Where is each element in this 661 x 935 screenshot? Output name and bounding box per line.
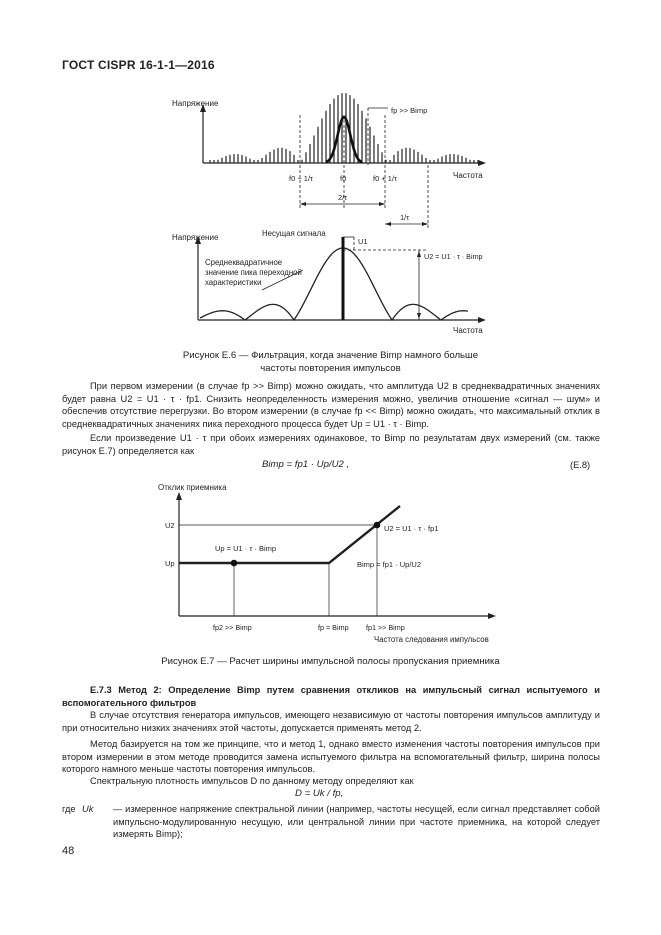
fig6-bottom-response: [172, 229, 486, 335]
document-code-header: ГОСТ CISPR 16-1-1—2016: [62, 58, 215, 72]
carrier-label: Несущая сигнала: [262, 229, 326, 238]
point-fp2: [231, 560, 238, 567]
fig7-up: Up: [165, 559, 175, 568]
paragraph-4: Метод базируется на том же принципе, что и метод 1, однако вместо изменения частоты повторения импульсов при втором измерении в этом методе проводится замена испытуемого фильтра на вспомогательный фильтр, ширина полосы которого намного меньше частоты повторения импульсов.: [62, 739, 600, 775]
where-definition: — измеренное напряжение спектральной линии (например, частоты несущей, если сигнал представляет собой импульсно-модулированную несущую, или центральной линии при частоте приемника, на которой следует измерять Bimp);: [113, 804, 600, 840]
rms-label-1: Среднеквадратичное: [205, 258, 283, 267]
fp-note: fp >> Bimp: [391, 106, 428, 115]
fig7-bimp-formula: Bimp = fp1 · Up/U2: [357, 560, 421, 569]
rms-label-3: характеристики: [205, 278, 262, 287]
page-number: 48: [62, 845, 75, 857]
tick-f0: f0: [340, 174, 347, 183]
equation-d: D = Uk / fp,: [295, 788, 344, 799]
paragraph-1: При первом измерении (в случае fp >> Bimp) можно ожидать, что амплитуда U2 в среднеквадратичных значениях будет равна U2 = U1 · τ · fp1. Снизить неопределенность измерения можно, увеличив отношение «сигнал — шум» и обеспечив отсутствие перегрузки. Во втором измерении (в случае fp << Bimp) можно ожидать, что максимальный отклик в среднеквадратичных значениях пика переходного процесса будет Up = U1 · τ · Bimp.: [62, 381, 600, 429]
dim-1-tau: 1/τ: [400, 213, 410, 222]
fig6-bottom-xlabel: Частота: [453, 326, 483, 335]
where-symbol: Uk: [82, 804, 94, 814]
fig7-u2-formula: U2 = U1 · τ · fp1: [384, 524, 439, 533]
fig7-x-fp1: fp1 >> Bimp: [366, 623, 405, 632]
fig7-chart: [158, 483, 496, 644]
fig7-ylabel: Отклик приемника: [158, 483, 227, 492]
paragraph-3: В случае отсутствия генератора импульсов, имеющего независимую от частоты повторения импульсов амплитуду и при относительно низких значениях этой частоты, допускается применять метод 2.: [62, 710, 600, 733]
dim-2-tau: 2/τ: [338, 193, 348, 202]
arrow-right-icon: [478, 317, 486, 323]
arrow-right-icon: [478, 160, 486, 166]
fig6-top-spectrum: [172, 93, 486, 228]
tick-f0-plus: f0 + 1/τ: [373, 174, 398, 183]
u1-label: U1: [358, 237, 368, 246]
fig6-top-ylabel: Напряжение: [172, 99, 219, 108]
where-label: где: [62, 804, 76, 814]
fig6-bottom-ylabel: Напряжение: [172, 233, 219, 242]
equation-e8-number: (Е.8): [570, 460, 591, 470]
rms-label-2: значение пика переходной: [205, 268, 302, 277]
fig7-u2: U2: [165, 521, 175, 530]
fig7-up-formula: Up = U1 · τ · Bimp: [215, 544, 277, 553]
u2-label: U2 = U1 · τ · Bimp: [424, 252, 483, 261]
fig6-caption-line1: Рисунок Е.6 — Фильтрация, когда значение Bimp намного больше: [182, 350, 479, 361]
response-curve: [179, 506, 400, 563]
fig6-caption-line2: частоты повторения импульсов: [260, 363, 401, 374]
point-fp1: [374, 522, 381, 529]
fig6-top-xlabel: Частота: [453, 171, 483, 180]
fig7-caption: Рисунок Е.7 — Расчет ширины импульсной полосы пропускания приемника: [161, 656, 500, 667]
fig7-x-fp: fp = Bimp: [318, 623, 349, 632]
arrow-right-icon: [488, 613, 496, 619]
fig7-x-fp2: fp2 >> Bimp: [213, 623, 252, 632]
fig6-caption: [130, 349, 531, 375]
section-heading-e73: Е.7.3 Метод 2: Определение Bimp путем сравнения откликов на импульсный сигнал испытуемого и вспомогательного фильтров: [62, 685, 600, 708]
paragraph-2: Если произведение U1 · τ при обоих измерениях одинаковое, то Bimp по результатам двух измерений (см. также рисунок Е.7) определяется как: [62, 433, 600, 456]
tick-f0-minus: f0 − 1/τ: [289, 174, 314, 183]
equation-e8: Bimp = fp1 · Up/U2 ,: [262, 459, 350, 470]
paragraph-5: Спектральную плотность импульсов D по данному методу определяют как: [90, 776, 414, 786]
fig7-xlabel: Частота следования импульсов: [374, 635, 489, 644]
arrow-up-icon: [176, 492, 182, 500]
